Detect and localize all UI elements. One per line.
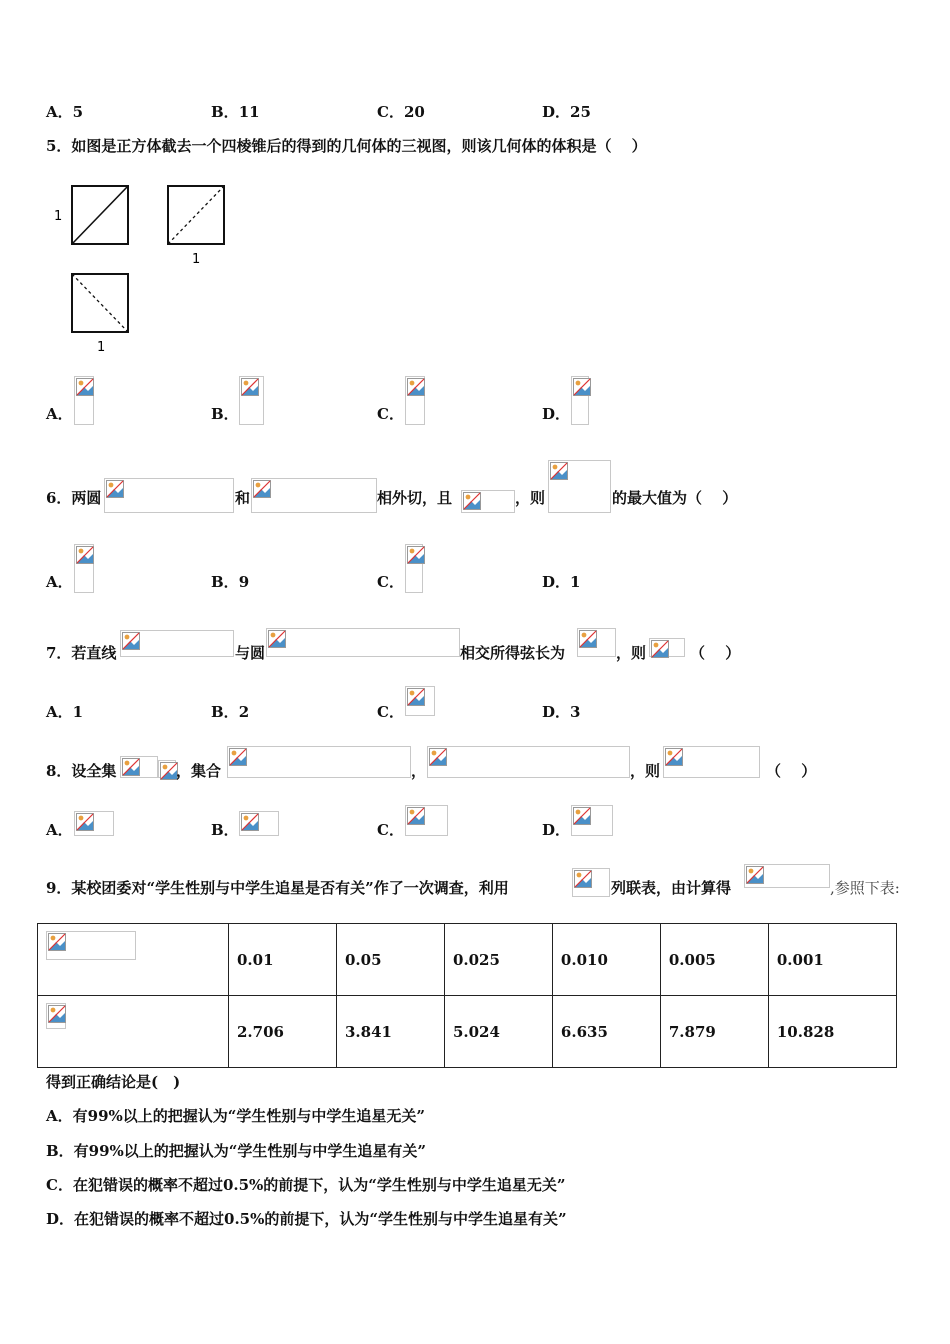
q8-option-d-image xyxy=(571,805,613,836)
q7-num: 7．若直线 xyxy=(46,644,117,662)
q8-expression-image xyxy=(663,746,760,778)
q8-option-a: A． xyxy=(46,821,73,839)
k-header-image xyxy=(46,1003,66,1029)
q7-option-a: A．1 xyxy=(46,703,84,721)
q6-then: ，则 xyxy=(515,489,546,507)
q6-option-a-image xyxy=(74,544,94,593)
q7-then: ，则 xyxy=(616,644,647,662)
table-cell: 0.05 xyxy=(336,924,444,996)
q6-circle1-image xyxy=(104,478,234,513)
q9-statistic-image xyxy=(744,864,830,888)
q6-option-c: C． xyxy=(377,573,404,591)
table-cell: 7.879 xyxy=(660,996,768,1068)
q7-with-circle: 与圆 xyxy=(235,644,266,662)
q6-circle2-image xyxy=(251,478,377,513)
q6-option-d: D．1 xyxy=(542,573,581,591)
table-cell: 5.024 xyxy=(444,996,552,1068)
q8-num: 8．设全集 xyxy=(46,762,117,780)
q7-option-d: D．3 xyxy=(542,703,581,721)
q8-element-image xyxy=(158,760,176,778)
q7-length-image xyxy=(577,628,616,657)
q9-stem-a: 9．某校团委对“学生性别与中学生追星是否有关”作了一次调查，利用 xyxy=(46,879,509,897)
table-row xyxy=(38,924,897,996)
table-cell: 3.841 xyxy=(336,996,444,1068)
q7-option-c: C． xyxy=(377,703,404,721)
q7-paren: （ ） xyxy=(690,644,741,662)
q9-option-a: A．有99%以上的把握认为“学生性别与中学生追星无关” xyxy=(46,1107,426,1125)
side-label: 1 xyxy=(192,252,201,267)
q6-num: 6．两圆 xyxy=(46,489,102,507)
q5-option-d: D． xyxy=(542,405,571,423)
table-cell: 0.025 xyxy=(444,924,552,996)
q8-option-a-image xyxy=(74,811,114,836)
p-header-image xyxy=(46,931,136,960)
q8-universal-set-image xyxy=(120,756,158,778)
q5-option-b: B． xyxy=(211,405,239,423)
three-view-figure xyxy=(50,180,250,360)
q5-option-c-image xyxy=(405,376,425,425)
q7-option-c-image xyxy=(405,686,435,716)
q8-paren: （ ） xyxy=(766,762,817,780)
q6-tail: 的最大值为（ ） xyxy=(612,489,738,507)
q6-option-b: B．9 xyxy=(211,573,250,591)
q8-set-a-image xyxy=(227,746,411,778)
q8-option-b: B． xyxy=(211,821,239,839)
q4-option-c: C．20 xyxy=(377,103,425,121)
q7-option-b: B．2 xyxy=(211,703,250,721)
critical-value-table xyxy=(37,923,897,1068)
q6-option-a: A． xyxy=(46,573,73,591)
table-row xyxy=(38,996,897,1068)
q5-option-d-image xyxy=(571,376,589,425)
q5-option-a-image xyxy=(74,376,94,425)
q6-option-c-image xyxy=(405,544,423,593)
q6-tangent: 相外切，且 xyxy=(377,489,453,507)
q9-option-d: D．在犯错误的概率不超过0.5%的前提下，认为“学生性别与中学生追星有关” xyxy=(46,1210,567,1228)
q9-option-b: B．有99%以上的把握认为“学生性别与中学生追星有关” xyxy=(46,1142,427,1160)
front-label: 1 xyxy=(54,209,63,224)
q5-option-b-image xyxy=(239,376,264,425)
top-label: 1 xyxy=(97,340,106,355)
q6-expression-image xyxy=(548,460,611,513)
table-cell: 0.010 xyxy=(552,924,660,996)
table-header-cell-p xyxy=(38,924,229,996)
q8-option-b-image xyxy=(239,811,279,836)
q5-option-a: A． xyxy=(46,405,73,423)
table-cell: 0.01 xyxy=(229,924,337,996)
table-cell: 0.001 xyxy=(768,924,896,996)
q4-option-a: A．5 xyxy=(46,103,84,121)
q8-option-c-image xyxy=(405,805,448,836)
q8-option-d: D． xyxy=(542,821,571,839)
q7-circle-image xyxy=(266,628,460,657)
q5-option-c: C． xyxy=(377,405,404,423)
table-cell: 6.635 xyxy=(552,996,660,1068)
q9-stem-c: ,参照下表: xyxy=(830,879,900,897)
q8-set-b-image xyxy=(427,746,630,778)
q8-comma1: ，集合 xyxy=(176,762,222,780)
q9-option-c: C．在犯错误的概率不超过0.5%的前提下，认为“学生性别与中学生追星无关” xyxy=(46,1176,566,1194)
q4-option-d: D．25 xyxy=(542,103,591,121)
table-cell: 2.706 xyxy=(229,996,337,1068)
table-cell: 10.828 xyxy=(768,996,896,1068)
q7-line-image xyxy=(120,630,234,657)
q6-and: 和 xyxy=(235,489,251,507)
table-header-cell-k xyxy=(38,996,229,1068)
q8-comma3: ，则 xyxy=(630,762,661,780)
q9-stem-b: 列联表，由计算得 xyxy=(611,879,732,897)
q9-conclusion: 得到正确结论是( ) xyxy=(46,1073,181,1091)
q7-chord: 相交所得弦长为 xyxy=(460,644,566,662)
q9-contingency-image xyxy=(572,868,610,897)
q8-option-c: C． xyxy=(377,821,404,839)
q6-condition-image xyxy=(461,490,515,513)
q5-stem: 5．如图是正方体截去一个四棱锥后的得到的几何体的三视图，则该几何体的体积是（ ） xyxy=(46,137,647,155)
q7-variable-image xyxy=(649,638,685,657)
q8-comma2: ， xyxy=(411,762,427,780)
q4-option-b: B．11 xyxy=(211,103,260,121)
table-cell: 0.005 xyxy=(660,924,768,996)
